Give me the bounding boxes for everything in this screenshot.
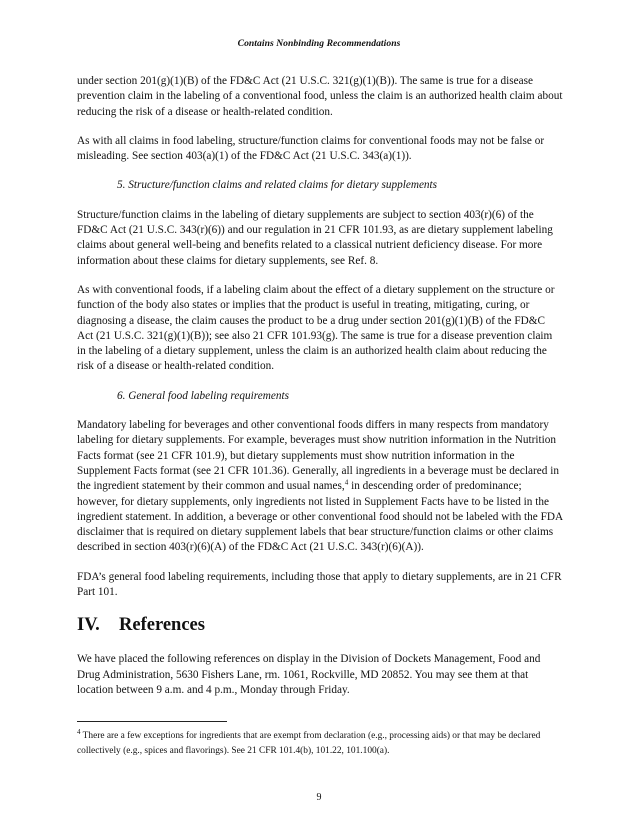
paragraph-mandatory-labeling-part1: Mandatory labeling for beverages and other conventional foods differs in many respects from mandatory labeling for dietary supplements. For example, beverages must show nutrition information in the Nutrition Facts format (see 21 CFR 101.9), but dietary supplements must show nutrition information in the Supplement Facts format (see 21 CFR 101.36). Generally, all ingredients in a beverage must be declared in the ingredient statement by their common and usual names, xyxy=(77,419,559,493)
footnote-text: There are a few exceptions for ingredients that are exempt from declaration (e.g., processing aids) or that may be declared collectively (e.g., spices and flavorings). See 21 CFR 101.4(b), 101.22, 101.100(a). xyxy=(77,731,541,756)
section-title: References xyxy=(119,615,205,636)
paragraph-references-display: We have placed the following references on display in the Division of Dockets Management, Food and Drug Administration, 5630 Fishers Lane, rm. 1061, Rockville, MD 20852. You may see them at that location between 9 a.m. and 4 p.m., Monday through Friday. xyxy=(77,653,541,696)
subheading-general-labeling: 6. General food labeling requirements xyxy=(117,389,289,402)
section-number: IV. xyxy=(77,615,100,636)
subheading-structure-function-supplements: 5. Structure/function claims and related claims for dietary supplements xyxy=(117,179,438,192)
paragraph-supplement-claims: Structure/function claims in the labeling of dietary supplements are subject to section 403(r)(6) of the FD&C Act (21 U.S.C. 343(r)(6)) and our regulation in 21 CFR 101.93, as are dietary supplement labeling claims about general well-being and benefits related to a classical nutrient deficiency disease. For more information about these claims for dietary supplements, see Ref. 8. xyxy=(77,208,553,267)
section-heading-references xyxy=(77,614,563,636)
document-body xyxy=(77,74,563,712)
footnote-divider xyxy=(77,721,227,722)
paragraph-false-misleading: As with all claims in food labeling, structure/function claims for conventional foods may not be false or misleading. See section 403(a)(1) of the FD&C Act (21 U.S.C. 343(a)(1)). xyxy=(77,134,545,163)
footnote-reference[interactable]: 4 xyxy=(344,478,349,487)
paragraph-supplement-drug-claims: As with conventional foods, if a labeling claim about the effect of a dietary supplement on the structure or function of the body also states or implies that the product is useful in treating, mitigating, curing, or diagnosing a disease, the claim causes the product to be a drug under section 201(g)(1)(B) of the FD&C Act (21 U.S.C. 321(g)(1)(B)); see also 21 CFR 101.93(g). The same is true for a disease prevention claim in the labeling of a dietary supplement, unless the claim is an authorized health claim about reducing the risk of a disease or health-related condition. xyxy=(77,283,555,373)
footnote xyxy=(77,729,563,759)
paragraph-general-requirements: FDA’s general food labeling requirements, including those that apply to dietary supplements, are in 21 CFR Part 101. xyxy=(77,570,562,599)
page-number: 9 xyxy=(316,792,322,803)
footnote-number: 4 xyxy=(77,727,81,736)
paragraph-mandatory-labeling xyxy=(77,418,563,556)
paragraph-disease-prevention: under section 201(g)(1)(B) of the FD&C Act (21 U.S.C. 321(g)(1)(B)). The same is true for a disease prevention claim in the labeling of a conventional food, unless the claim is an authorized health claim about reducing the risk of a disease or health-related condition. xyxy=(77,75,563,118)
paragraph-mandatory-labeling-part2: in descending order of predominance; however, for dietary supplements, only ingredients not listed in Supplement Facts have to be listed in the ingredient statement. In addition, a beverage or other conventional food should not be labeled with the FDA disclaimer that is required on dietary supplement labels that bear structure/function claims or other claims described in section 403(r)(6)(A) of the FD&C Act (21 U.S.C. 343(r)(6)(A)). xyxy=(77,480,563,554)
page-header: Contains Nonbinding Recommendations xyxy=(237,38,401,49)
